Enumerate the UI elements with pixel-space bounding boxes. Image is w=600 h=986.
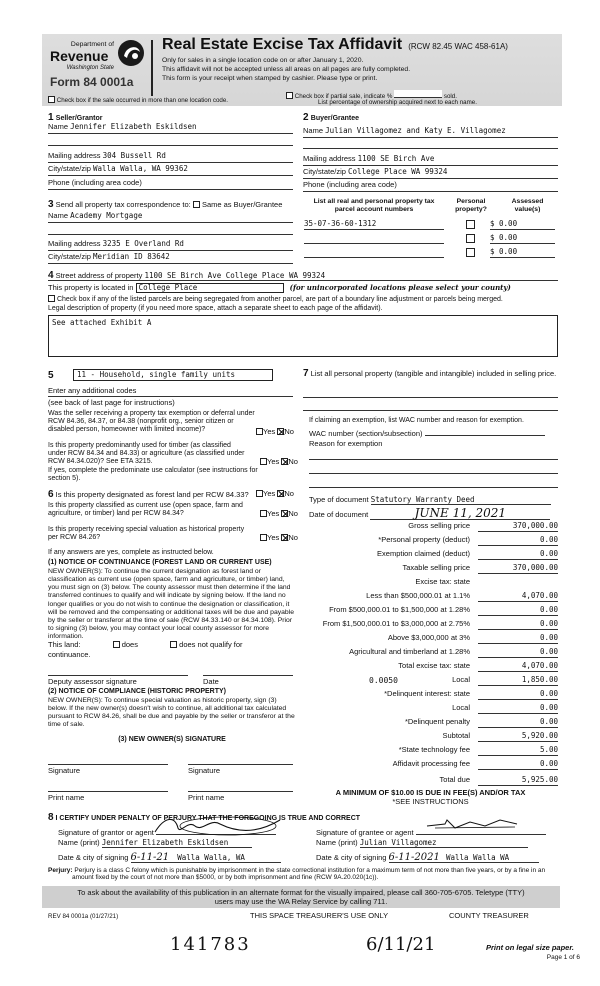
timber-note: If yes, complete the predominate use calculator (see instructions for section 5). (48, 467, 258, 483)
partial-sale-checkbox[interactable] (286, 92, 293, 99)
parcel-col2-header: Personal property? (455, 198, 487, 213)
partial-sale-note: List percentage of ownership acquired next to each name. (318, 99, 477, 106)
seller-phone-row: Phone (including area code) (48, 179, 293, 190)
partial-sale-percent-field[interactable] (394, 90, 442, 98)
parcel-number-field[interactable]: 35-07-36-60-1312 (304, 219, 377, 228)
handwritten-receipt-date: 6/11/21 (366, 934, 436, 955)
corr-name-line2 (48, 227, 293, 235)
tax-row: Local 0.00 (452, 703, 558, 712)
notice2-title: (2) NOTICE OF COMPLIANCE (HISTORIC PROPERTY) (48, 688, 226, 695)
doc-date-row: Date of document JUNE 11, 2021 (309, 509, 550, 520)
legal-description-field[interactable]: See attached Exhibit A (48, 315, 558, 357)
owner-sig-line-1[interactable] (48, 757, 168, 765)
reason-line-3[interactable] (309, 480, 558, 488)
tax-row: *Delinquent penalty 0.00 (404, 717, 558, 726)
perjury-notice: Perjury: Perjury is a class C felony which is punishable by imprisonment in the state correctional institution for a maximum term of not more than five years, or by a fine in an amount fixed by the court of not more than $5000, or by both imprisonment and fine (RCW 9A.20.020(1c)). (48, 867, 546, 882)
buyer-phone-row: Phone (including area code) (303, 181, 558, 192)
continuance-label: continuance. (48, 650, 91, 659)
multi-location-row: Check box if the sale occurred in more than one location code. (48, 96, 228, 104)
tax-row-header: Excise tax: state (415, 577, 470, 586)
current-use-question: Is this property classified as current use (open space, farm and agriculture, or timber) land per RCW 84.34? (48, 502, 243, 518)
tax-row: *State technology fee 5.00 (398, 745, 558, 754)
deputy-date-line[interactable] (203, 668, 293, 676)
print-name-label-2: Print name (188, 793, 225, 802)
tax-row: Taxable selling price 370,000.00 (402, 563, 558, 572)
certify-heading: 8 I CERTIFY UNDER PENALTY OF PERJURY THAT THE FOREGOING IS TRUE AND CORRECT (48, 812, 361, 823)
historical-no-checkbox[interactable] (281, 534, 288, 541)
exemption-claim-label: If claiming an exemption, list WAC number and reason for exemption. (309, 417, 524, 424)
grantor-signature-scribble (150, 812, 290, 838)
seller-heading: 1 Seller/Grantor (48, 112, 103, 123)
current-use-yes-no: Yes No (260, 510, 298, 519)
correspondence-heading: 3 Send all property tax correspondence to: Same as Buyer/Grantee (48, 199, 283, 210)
tax-row: Affidavit processing fee 0.00 (392, 759, 558, 768)
handwritten-receipt-number: 141783 (170, 934, 251, 955)
rcw-text: (RCW 82.45 WAC 458-61A) (408, 42, 508, 51)
tax-row: *Personal property (deduct) 0.00 (378, 535, 558, 544)
seller-city-row: City/state/zip Walla Walla, WA 99362 (48, 165, 293, 176)
dept-line3: Washington State (66, 65, 114, 71)
dept-line1: Department of (70, 41, 114, 48)
current-use-no-checkbox[interactable] (281, 510, 288, 517)
tax-row: From $500,000.01 to $1,500,000 at 1.28% 0.00 (329, 605, 558, 614)
use-code-select[interactable]: 11 - Household, single family units (73, 369, 273, 381)
grantor-name-row: Name (print) Jennifer Elizabeth Eskildsen (58, 839, 252, 848)
personal-property-label: 7 List all personal property (tangible and intangible) included in selling price. (303, 368, 557, 379)
personal-property-line-1[interactable] (303, 390, 558, 398)
buyer-city-row: City/state/zip College Place WA 99324 (303, 168, 558, 179)
print-name-label-1: Print name (48, 793, 85, 802)
wac-field[interactable] (425, 428, 545, 436)
does-checkbox[interactable] (113, 641, 120, 648)
grantee-date-row: Date & city of signing 6-11-2021 Walla Walla WA (316, 852, 539, 863)
notice2-body: NEW OWNER(S): To continue special valuation as historic property, sign (3) below. If the new owner(s) doesn't wish to continue, all additional tax calculated pursuant to RCW 84.26, shall be due and payable by the seller or transferor at the time of sale. (48, 697, 295, 729)
grantee-name-field[interactable]: Julian Villagomez (360, 839, 528, 848)
parcel-col3-header: Assessed value(s) (511, 198, 544, 213)
seller-name-field[interactable]: Jennifer Elizabeth Eskildsen (70, 122, 197, 131)
accessibility-banner: To ask about the availability of this publication in an alternate format for the visually impaired, please call 360-705-6705. Teletype (TTY) users may use the WA Relay Service by calling 711. (42, 886, 560, 908)
deputy-sig-line[interactable] (48, 668, 188, 676)
deputy-date-label: Date (203, 677, 219, 686)
grantor-date-row: Date & city of signing 6-11-21 Walla Walla, WA (58, 852, 281, 863)
if-yes-note: If any answers are yes, complete as instructed below. (48, 549, 214, 556)
assessed-value-field[interactable]: $ 0.00 (490, 248, 555, 258)
revision-label: REV 84 0001a (01/27/21) (48, 913, 119, 920)
legal-label: Legal description of property (if you need more space, attach a separate sheet to each page of the affidavit). (48, 305, 383, 312)
forest-yes-checkbox[interactable] (256, 490, 263, 497)
parcel-row (304, 234, 444, 244)
grantee-signature-scribble (425, 816, 525, 834)
reason-line-2[interactable] (309, 466, 558, 474)
header-note3: This form is your receipt when stamped by cashier. Please type or print. (162, 75, 378, 82)
notice1-body: NEW OWNER(S): To continue the current designation as forest land or classification as current use (open space, farm and agriculture, or timber) land, you must sign on (3) below. The county assessor must then determine if the land transferred continues to qualify and will indicate by signing below. If the land no longer qualifies or you do not wish to continue the designation or classification, it will be removed and the compensating or additional taxes will be due and payable by the seller or transferor at the time of sale (RCW 84.33.140 or 84.34.108). Prior to signing (3) below, you may contact your local county assessor for more information. (48, 568, 294, 641)
same-as-buyer-checkbox[interactable] (193, 201, 200, 208)
historical-yes-checkbox[interactable] (260, 534, 267, 541)
tax-row: Less than $500,000.01 at 1.1% 4,070.00 (366, 591, 558, 600)
buyer-city-field[interactable]: College Place WA 99324 (348, 167, 448, 176)
current-use-yes-checkbox[interactable] (260, 510, 267, 517)
buyer-mailing-field[interactable]: 1100 SE Birch Ave (357, 154, 435, 163)
does-not-checkbox[interactable] (170, 641, 177, 648)
local-rate[interactable]: 0.0050 (369, 676, 398, 685)
forest-yes-no: Yes No (256, 490, 294, 499)
personal-property-checkbox[interactable] (466, 234, 475, 243)
notice1-title: (1) NOTICE OF CONTINUANCE (FOREST LAND OR CURRENT USE) (48, 559, 272, 566)
tax-row: Gross selling price 370,000.00 (408, 521, 558, 530)
header-divider (151, 40, 153, 96)
buyer-mailing-row: Mailing address 1100 SE Birch Ave (303, 155, 558, 166)
reason-line-1[interactable] (309, 452, 558, 460)
grantor-name-field[interactable]: Jennifer Elizabeth Eskildsen (102, 839, 252, 848)
doc-type-field[interactable]: Statutory Warranty Deed (371, 496, 551, 505)
form-number: Form 84 0001a (50, 75, 134, 89)
exemption-yes-no: Yes No (256, 428, 294, 437)
seller-city-field[interactable]: Walla Walla, WA 99362 (93, 164, 188, 173)
header-note1: Only for sales in a single location code on or after January 1, 2020. (162, 57, 364, 64)
street-address-field[interactable]: 1100 SE Birch Ave College Place WA 99324 (144, 271, 326, 280)
legal-paper-note: Print on legal size paper. (486, 943, 574, 952)
segregated-row: Check box if any of the listed parcels are being segregated from another parcel, are part of a boundary line adjustment or parcels being merged. (48, 295, 503, 304)
parcel-row (304, 220, 444, 230)
historical-yes-no: Yes No (260, 534, 298, 543)
seller-mailing-row: Mailing address 304 Bussell Rd (48, 152, 293, 163)
timber-no-checkbox[interactable] (281, 458, 288, 465)
additional-codes-row: Enter any additional codes (48, 387, 293, 397)
new-owner-sig-title: (3) NEW OWNER(S) SIGNATURE (118, 736, 226, 743)
minimum-due: A MINIMUM OF $10.00 IS DUE IN FEE(S) AND/OR TAX (335, 788, 526, 797)
owner-print-line-2[interactable] (188, 784, 293, 792)
personal-property-checkbox[interactable] (466, 248, 475, 257)
partial-sale-row: Check box if partial sale, indicate % sold. (286, 90, 457, 100)
title-text: Real Estate Excise Tax Affidavit (162, 36, 403, 53)
header-note2: This affidavit will not be accepted unless all areas on all pages are fully completed. (162, 66, 411, 73)
tax-row: Total due 5,925.00 (439, 775, 558, 784)
timber-yes-no: Yes No (260, 458, 298, 467)
tax-row: Exemption claimed (deduct) 0.00 (377, 549, 558, 558)
grantee-name-row: Name (print) Julian Villagomez (316, 839, 528, 848)
buyer-name-row: Name Julian Villagomez and Katy E. Villagomez (303, 127, 558, 138)
signature-label-1: Signature (48, 766, 81, 775)
street-address-row: 4 Street address of property 1100 SE Birch Ave College Place WA 99324 (48, 270, 558, 281)
treasurer-use: THIS SPACE TREASURER'S USE ONLY (250, 911, 389, 920)
additional-codes-note: (see back of last page for instructions) (48, 398, 175, 407)
grantor-sig-row: Signature of grantor or agent (58, 826, 276, 838)
segregated-checkbox[interactable] (48, 295, 55, 302)
form-title (162, 36, 508, 54)
forest-no-checkbox[interactable] (277, 490, 284, 497)
timber-question: Is this property predominantly used for timber (as classified under RCW 84.34 and 84.33) or agriculture (as classified under RCW 84.34.020)? See ETA 3215. (48, 442, 245, 466)
dor-logo (48, 38, 148, 92)
parcel-row (304, 248, 444, 258)
exemption-no-checkbox[interactable] (277, 428, 284, 435)
corr-name-row: Name Academy Mortgage (48, 212, 293, 223)
county-treasurer: COUNTY TREASURER (449, 911, 529, 920)
grantor-date-city-field[interactable]: 6-11-21 Walla Walla, WA (131, 852, 281, 863)
assessed-value-field[interactable]: $ 0.00 (490, 234, 555, 244)
owner-sig-line-2[interactable] (188, 757, 293, 765)
historical-question: Is this property receiving special valuation as historical property per RCW 84.26? (48, 526, 245, 542)
doc-date-field[interactable]: JUNE 11, 2021 (370, 509, 550, 520)
location-select[interactable]: College Place (136, 283, 284, 293)
located-in-row: This property is located in College Place (for unincorporated locations please select your county) (48, 283, 511, 292)
tax-row: Above $3,000,000 at 3% 0.00 (387, 633, 558, 642)
corr-city-field[interactable]: Meridian ID 83642 (93, 252, 170, 261)
tax-row: From $1,500,000.01 to $3,000,000 at 2.75% 0.00 (322, 619, 558, 628)
tax-row: 0.0050 Local 1,850.00 (369, 675, 558, 685)
see-instructions: *SEE INSTRUCTIONS (392, 797, 469, 806)
buyer-name-line2 (303, 141, 558, 149)
corr-city-row: City/state/zip Meridian ID 83642 (48, 253, 293, 264)
exemption-yes-checkbox[interactable] (256, 428, 263, 435)
tax-row: Subtotal 5,920.00 (442, 731, 558, 740)
assessed-value-field[interactable]: $ 0.00 (490, 220, 555, 230)
personal-property-checkbox[interactable] (466, 220, 475, 229)
seller-mailing-field[interactable]: 304 Bussell Rd (102, 151, 166, 160)
doc-type-row: Type of document Statutory Warranty Deed (309, 496, 551, 505)
corr-mailing-field[interactable]: 3235 E Overland Rd (102, 239, 184, 248)
corr-mailing-row: Mailing address 3235 E Overland Rd (48, 240, 293, 251)
wac-row: WAC number (section/subsection) (309, 428, 558, 439)
tax-row: *Delinquent interest: state 0.00 (384, 689, 558, 698)
seller-name-row: Name Jennifer Elizabeth Eskildsen (48, 123, 293, 134)
tax-row: Total excise tax: state 4,070.00 (398, 661, 558, 670)
personal-property-line-2[interactable] (303, 403, 558, 411)
dept-line2: Revenue (50, 48, 109, 64)
grantee-sig-row: Signature of grantee or agent (316, 826, 546, 838)
multi-location-checkbox[interactable] (48, 96, 55, 103)
revenue-swirl-icon (116, 38, 146, 68)
owner-print-line-1[interactable] (48, 784, 168, 792)
tax-row: Agricultural and timberland at 1.28% 0.00 (349, 647, 558, 656)
page-number: Page 1 of 6 (546, 954, 580, 961)
forest-question: 6 Is this property designated as forest land per RCW 84.33? (48, 489, 249, 500)
deputy-sig-label: Deputy assessor signature (48, 677, 137, 686)
timber-yes-checkbox[interactable] (260, 458, 267, 465)
section5-num: 5 (48, 370, 54, 381)
buyer-name-field[interactable]: Julian Villagomez and Katy E. Villagomez (325, 126, 506, 135)
seller-name-line2 (48, 138, 293, 146)
grantee-date-city-field[interactable]: 6-11-2021 Walla Walla WA (389, 852, 539, 863)
this-land-row: This land: does does not qualify for (48, 640, 243, 649)
corr-name-field[interactable]: Academy Mortgage (70, 211, 143, 220)
reason-label: Reason for exemption (309, 439, 383, 448)
buyer-heading: 2 Buyer/Grantee (303, 112, 360, 123)
signature-label-2: Signature (188, 766, 221, 775)
exemption-question: Was the seller receiving a property tax exemption or deferral under RCW 84.36, 84.37, or 84.38 (nonprofit org., senior citizen or disabled person, homeowner with limited income)? (48, 410, 255, 434)
parcel-col1-header: List all real and personal property tax parcel account numbers (313, 198, 435, 213)
